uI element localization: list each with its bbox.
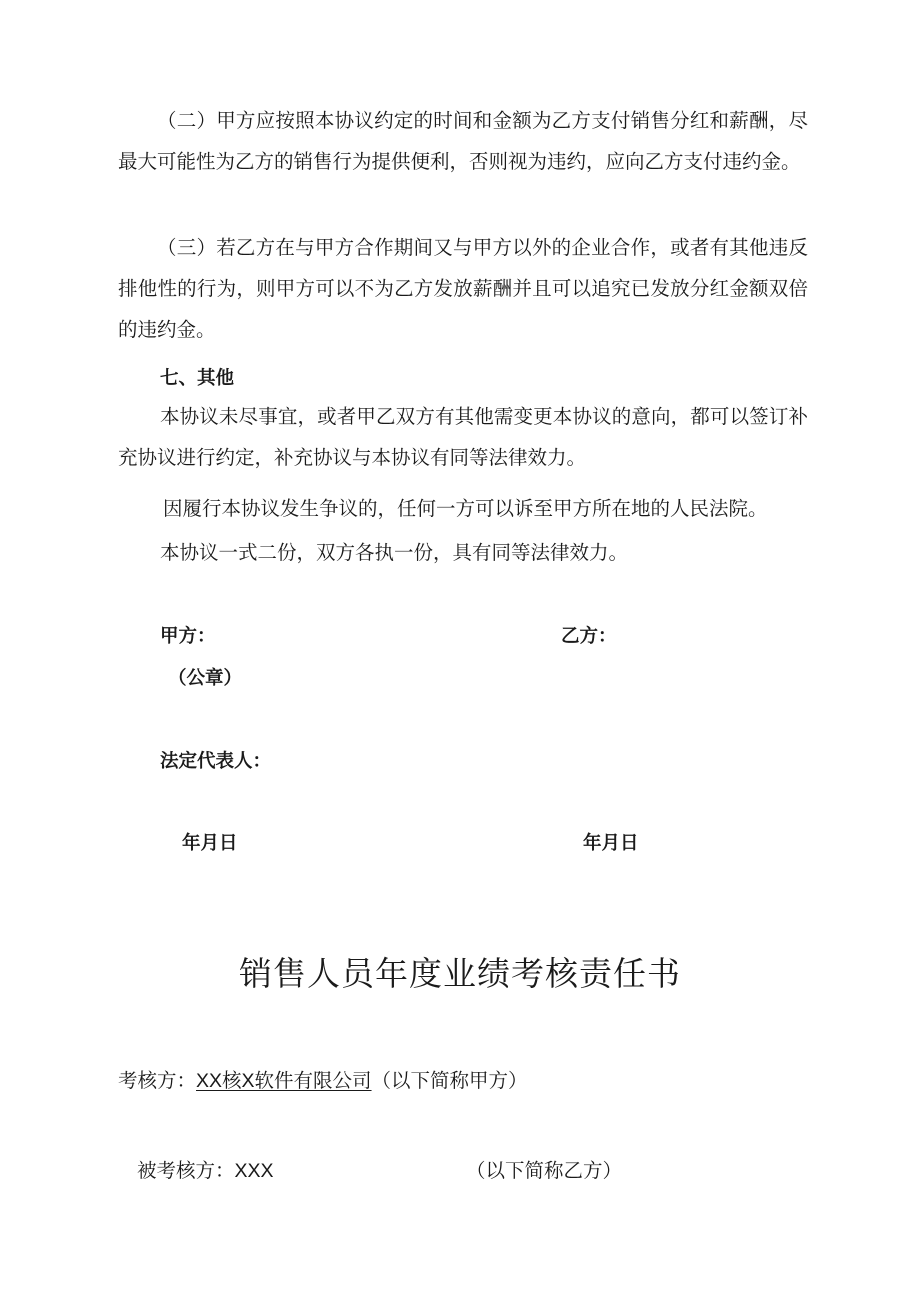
party-b-date: 年月日 (583, 833, 639, 854)
assessor-company-name: XX核X软件有限公司 (196, 1070, 372, 1092)
assessee-line (137, 1155, 274, 1183)
section-7-paragraph-2: 因履行本协议发生争议的，任何一方可以诉至甲方所在地的人民法院。 (163, 497, 768, 520)
clause-2-paragraph: （二）甲方应按照本协议约定的时间和金额为乙方支付销售分红和薪酬，尽最大可能性为乙方的销售行为提供便利，否则视为违约，应向乙方支付违约金。 (118, 109, 808, 173)
party-a-date: 年月日 (182, 833, 238, 854)
document-title: 销售人员年度业绩考核责任书 (239, 954, 681, 993)
section-7-paragraph-3: 本协议一式二份，双方各执一份，具有同等法律效力。 (160, 541, 629, 564)
assessee-label: 被考核方： (137, 1159, 235, 1182)
assessor-line (118, 1065, 528, 1093)
assessor-suffix: （以下简称甲方） (371, 1069, 528, 1092)
seal-label: （公章） (168, 668, 243, 689)
section-7-heading: 七、其他 (160, 368, 235, 389)
party-b-label: 乙方： (561, 626, 617, 647)
clause-3-paragraph: （三）若乙方在与甲方合作期间又与甲方以外的企业合作，或者有其他违反排他性的行为，则甲方可以不为乙方发放薪酬并且可以追究已发放分红金额双倍的违约金。 (118, 236, 808, 341)
section-7-paragraph-1: 本协议未尽事宜，或者甲乙双方有其他需变更本协议的意向，都可以签订补充协议进行约定，补充协议与本协议有同等法律效力。 (118, 405, 808, 469)
assessee-name: XXX (234, 1160, 274, 1182)
assessee-suffix: （以下简称乙方） (466, 1159, 623, 1182)
party-a-label: 甲方： (160, 626, 216, 647)
assessor-label: 考核方： (118, 1069, 197, 1092)
legal-representative-label: 法定代表人： (160, 751, 272, 772)
